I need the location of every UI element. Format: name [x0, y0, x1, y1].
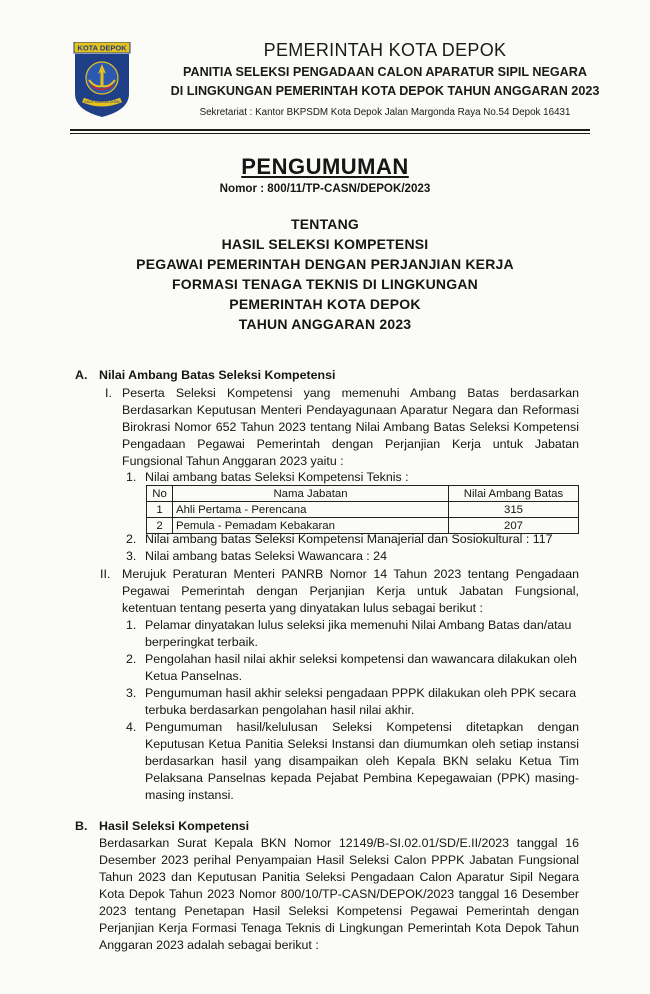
table-header: No	[147, 486, 173, 502]
sub-marker: 1.	[126, 470, 137, 484]
sub-marker: 2.	[126, 652, 137, 666]
sub-text: Ketua Panselnas.	[145, 669, 243, 683]
sub-marker: 3.	[126, 686, 137, 700]
subject-line: HASIL SELEKSI KOMPETENSI	[221, 236, 429, 252]
sub-text: Keputusan Ketua Panitia Seleksi Instansi dan diumumkan oleh setiap instansi	[145, 737, 579, 751]
announcement-number: Nomor : 800/11/TP-CASN/DEPOK/2023	[219, 182, 431, 195]
table-cell: 207	[449, 518, 579, 534]
table-cell: 2	[147, 518, 173, 534]
section-b-line: Berdasarkan Surat Kepala BKN Nomor 12149/B-SI.02.01/SD/E.II/2023 tanggal 16	[99, 836, 579, 850]
subject-line: PEGAWAI PEMERINTAH DENGAN PERJANJIAN KERJA	[136, 256, 514, 272]
sub-text: Nilai ambang batas Seleksi Wawancara : 24	[145, 549, 387, 563]
item-i-line: Pengadaan Pegawai Pemerintah dengan Perjanjian Kerja untuk Jabatan	[122, 437, 579, 451]
table-cell: Pemula - Pemadam Kebakaran	[173, 518, 449, 534]
section-b-line: Kota Depok Tahun 2023 Nomor 800/10/TP-CASN/DEPOK/2023 tanggal 16 Desember	[99, 887, 579, 901]
threshold-table	[146, 485, 579, 534]
sub-marker: 4.	[126, 720, 137, 734]
section-b-line: Desember 2023 perihal Penyampaian Hasil Seleksi Calon PPPK Jabatan Fungsional	[99, 853, 579, 867]
table-header: Nama Jabatan	[173, 486, 449, 502]
sub-marker: 1.	[126, 618, 137, 632]
sub-marker: 2.	[126, 532, 137, 546]
table-cell: Ahli Pertama - Perencana	[173, 502, 449, 518]
sub-marker: 3.	[126, 549, 137, 563]
table-header: Nilai Ambang Batas	[449, 486, 579, 502]
item-i-line: Birokrasi Nomor 652 Tahun 2023 tentang Nilai Ambang Batas Seleksi Kompetensi	[122, 420, 579, 434]
letterhead-rule-thick	[70, 129, 590, 131]
item-i-line: Fungsional Tahun Anggaran 2023 yaitu :	[122, 454, 344, 468]
depok-city-logo	[73, 42, 131, 118]
section-b-line: 2023 tentang Penetapan Hasil Seleksi Kompetensi Pegawai Pemerintah dengan	[99, 904, 579, 918]
logo-motto: SAKIP BANGGAI DHRM	[84, 100, 120, 104]
table-cell: 315	[449, 502, 579, 518]
section-b-line: Anggaran 2023 adalah sebagai berikut :	[99, 938, 319, 952]
section-b-line: Perjanjian Kerja Formasi Tenaga Teknis di Lingkungan Pemerintah Kota Depok Tahun	[99, 921, 579, 935]
sub-text: Pengolahan hasil nilai akhir seleksi kompetensi dan wawancara dilakukan oleh	[145, 652, 577, 666]
item-ii-line: Pegawai Pemerintah dengan Perjanjian Kerja untuk Jabatan Fungsional,	[122, 584, 579, 598]
section-a-marker: A.	[75, 368, 88, 382]
sub-text: Pengumuman hasil/kelulusan Seleksi Kompetensi ditetapkan dengan	[145, 720, 579, 734]
table-header-row	[147, 486, 579, 502]
subject-line: FORMASI TENAGA TEKNIS DI LINGKUNGAN	[172, 276, 478, 292]
sub-text: Pelaksana Panselnas kepada Pejabat Pembina Kepegawaian (PPK) masing-	[145, 771, 579, 785]
announcement-title: PENGUMUMAN	[241, 154, 409, 179]
secretariat-address: Sekretariat : Kantor BKPSDM Kota Depok Jalan Margonda Raya No.54 Depok 16431	[199, 107, 571, 118]
committee-scope: DI LINGKUNGAN PEMERINTAH KOTA DEPOK TAHUN ANGGARAN 2023	[170, 84, 600, 98]
sub-text: berperingkat terbaik.	[145, 635, 258, 649]
sub-text: Nilai ambang batas Seleksi Kompetensi Teknis :	[145, 470, 409, 484]
sub-text: terbuka berdasarkan pengolahan hasil nilai akhir.	[145, 703, 415, 717]
letterhead-rule-thin	[70, 133, 590, 134]
government-name: PEMERINTAH KOTA DEPOK	[263, 40, 507, 60]
item-i-line: Peserta Seleksi Kompetensi yang memenuhi Ambang Batas berdasarkan	[122, 386, 579, 400]
sub-text: berdasarkan hasil yang disampaikan oleh Kepala BKN selaku Ketua Tim	[145, 754, 579, 768]
subject-line: PEMERINTAH KOTA DEPOK	[229, 296, 421, 312]
section-b-line: Tahun 2023 dan Keputusan Panitia Seleksi Pengadaan Calon Aparatur Sipil Negara	[99, 870, 579, 884]
logo-text: KOTA DEPOK	[77, 43, 127, 53]
item-ii-marker: II.	[100, 567, 111, 581]
item-ii-line: Merujuk Peraturan Menteri PANRB Nomor 14 Tahun 2023 tentang Pengadaan	[122, 567, 579, 581]
item-i-line: Berdasarkan Keputusan Menteri Pendayagunaan Aparatur Negara dan Reformasi	[122, 403, 579, 417]
section-a-heading: Nilai Ambang Batas Seleksi Kompetensi	[99, 368, 336, 382]
section-b-heading: Hasil Seleksi Kompetensi	[99, 819, 250, 833]
subject-line: TENTANG	[290, 216, 360, 232]
sub-text: Pelamar dinyatakan lulus seleksi jika memenuhi Nilai Ambang Batas dan/atau	[145, 618, 572, 632]
sub-text: Nilai ambang batas Seleksi Kompetensi Manajerial dan Sosiokultural : 117	[145, 532, 553, 546]
sub-text: Pengumuman hasil akhir seleksi pengadaan PPPK dilakukan oleh PPK secara	[145, 686, 577, 700]
committee-name: PANITIA SELEKSI PENGADAAN CALON APARATUR SIPIL NEGARA	[183, 65, 587, 79]
table-row	[147, 502, 579, 518]
sub-text: masing instansi.	[145, 788, 234, 802]
section-b-marker: B.	[75, 819, 88, 833]
table-cell: 1	[147, 502, 173, 518]
subject-line: TAHUN ANGGARAN 2023	[238, 316, 412, 332]
item-ii-line: ketentuan tentang peserta yang dinyatakan lulus sebagai berikut :	[122, 601, 483, 615]
item-i-marker: I.	[105, 386, 112, 400]
